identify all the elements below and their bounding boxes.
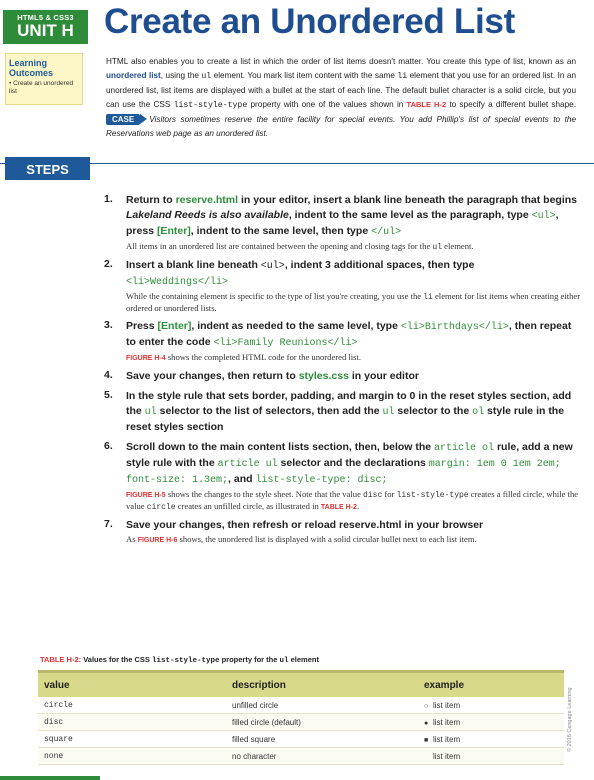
text: for (382, 489, 397, 499)
table-tag: TABLE H-2: (40, 655, 82, 664)
text: selector to the list of selectors, then add the (156, 405, 383, 417)
unit-series: HTML5 & CSS3 (17, 13, 74, 22)
step-3 (104, 319, 582, 364)
cell-value: circle (38, 697, 226, 714)
text: . (356, 501, 360, 511)
inline-code: li (397, 72, 408, 81)
table-row (38, 748, 564, 765)
code: list-style-type: disc; (255, 475, 388, 486)
step-instruction: Save your changes, then refresh or reload reserve.html in your browser (126, 519, 484, 531)
code: ul (432, 243, 443, 252)
keyword-unordered-list: unordered list (106, 71, 161, 80)
header-example: example (418, 672, 564, 698)
step-5 (104, 389, 582, 435)
intro-text: property with one of the values shown in (247, 100, 407, 109)
figure-reference: FIGURE H-4 (126, 355, 166, 362)
intro-text: HTML also enables you to create a list in which the order of list items doesn't matter. You create this type of list, known as an (106, 57, 576, 66)
step-number: 2. (104, 258, 113, 270)
copyright-notice: © 2016 Cengage Learning (567, 687, 573, 752)
code: ol (472, 407, 485, 418)
step-instruction (126, 193, 582, 240)
cell-value: square (38, 731, 226, 748)
text: style rule in the reset styles section (126, 405, 565, 433)
header-value: value (38, 672, 226, 698)
cell-description: unfilled circle (226, 697, 418, 714)
code: list-style-type (396, 491, 469, 500)
intro-text: element. You mark list item content with the same (211, 71, 398, 80)
step-note (126, 489, 582, 513)
step-2 (104, 258, 582, 314)
text: , indent to the same level as the paragraph, type (288, 209, 532, 221)
figure-reference: FIGURE H-6 (137, 537, 178, 544)
step-number: 4. (104, 369, 113, 381)
step-number: 1. (104, 193, 113, 205)
text: rule, add a new style rule with the (126, 441, 573, 469)
step-instruction (126, 258, 582, 290)
step-number: 6. (104, 440, 113, 452)
inline-code: ul (201, 72, 212, 81)
text: element (288, 655, 319, 664)
figure-reference: FIGURE H-5 (126, 492, 166, 499)
step-instruction (126, 440, 582, 488)
code: circle (146, 503, 176, 512)
text: , indent to the same level, then type (190, 225, 372, 237)
text: shows the changes to the style sheet. Note that the value (165, 489, 364, 499)
code: article ul (217, 459, 278, 470)
step-note (126, 291, 582, 314)
code: <ul> (260, 261, 285, 272)
code: article ol (434, 443, 495, 454)
step-7 (104, 518, 582, 546)
intro-text: to specify a different bullet shape. (446, 100, 576, 109)
cell-description: filled square (226, 731, 418, 748)
text: , then repeat to enter the code (126, 320, 572, 348)
text: , indent 3 additional spaces, then type (284, 259, 475, 271)
code: list-style-type (151, 657, 220, 665)
square-bullet-icon: ■ (424, 736, 429, 744)
table-reference: TABLE H-2 (320, 504, 357, 511)
table-row (38, 697, 564, 714)
text: element. (442, 241, 474, 251)
case-tag: CASE (106, 114, 140, 125)
unit-label: UNIT H (17, 21, 74, 40)
italic-text: Lakeland Reeds is also available (126, 209, 289, 221)
text: As (126, 534, 138, 544)
text: shows, the unordered list is displayed with a solid circular bullet next to each list item. (177, 534, 477, 544)
steps-list (104, 193, 582, 551)
text: element for list items when creating either ordered or unordered lists. (126, 291, 581, 313)
text: , press (126, 209, 559, 237)
learning-outcomes-box (5, 53, 83, 105)
cell-example (418, 731, 564, 748)
cell-example (418, 748, 564, 765)
text: Press (126, 320, 158, 332)
outcomes-title-line1: Learning (9, 58, 48, 68)
step-instruction (126, 369, 582, 384)
code: font-size: 1.3em; (126, 475, 229, 486)
step-6 (104, 440, 582, 513)
code: ul (279, 657, 289, 665)
page-title: Create an Unordered List (104, 2, 515, 41)
text: in your editor, insert a blank line beneath the paragraph that begins (238, 194, 578, 206)
text: creates an unfilled circle, as illustrated in (175, 501, 321, 511)
code: </ul> (371, 227, 402, 238)
cell-value: none (38, 748, 226, 765)
text: , and (228, 473, 256, 485)
intro-text: element that you use for an ordered list. In an unordered list, list items are displayed with a bullet at the start of each line. The default bullet character is a solid circle, but you can use the CSS (106, 71, 576, 109)
text: selector and the declarations (277, 457, 429, 469)
step-number: 3. (104, 319, 113, 331)
intro-paragraph (106, 55, 576, 141)
text: Return to (126, 194, 176, 206)
steps-tab: STEPS (5, 157, 90, 180)
file-name: reserve.html (175, 194, 239, 206)
cell-example (418, 697, 564, 714)
case-text: Visitors sometimes reserve the entire facility for special events. You add Phillip's list of special events to the Reservations web page as an unordered list. (106, 115, 576, 138)
step-note (126, 241, 582, 253)
disc-bullet-icon: ● (424, 719, 429, 727)
outcomes-title (9, 58, 79, 78)
step-note (126, 534, 582, 546)
outcomes-title-line2: Outcomes (9, 68, 54, 78)
cell-example (418, 714, 564, 731)
text: selector to the (394, 405, 473, 417)
table-row (38, 714, 564, 731)
intro-text: , using the (160, 71, 202, 80)
text: Scroll down to the main content lists section, then, below the (126, 441, 435, 453)
table-header-row (38, 672, 564, 698)
code: ul (144, 407, 157, 418)
text: , indent as needed to the same level, type (191, 320, 401, 332)
cell-description: filled circle (default) (226, 714, 418, 731)
table-reference: TABLE H-2 (406, 100, 447, 109)
text: Values for the CSS (81, 655, 152, 664)
text: Insert a blank line beneath (126, 259, 261, 271)
code: ul (382, 407, 395, 418)
text: All items in an unordered list are contained between the opening and closing tags for the (126, 241, 433, 251)
code: <li>Weddings</li> (126, 277, 229, 288)
bottom-accent-bar (0, 776, 100, 780)
unit-badge (3, 10, 88, 44)
example-text: list item (433, 734, 461, 744)
text: creates a filled circle, while the value (126, 489, 579, 511)
cell-description: no character (226, 748, 418, 765)
table-row (38, 731, 564, 748)
values-table (38, 670, 564, 765)
text: property for the (219, 655, 280, 664)
inline-code: list-style-type (173, 101, 248, 110)
text: In the style rule that sets border, padding, and margin to 0 in the reset styles section, add the (126, 390, 572, 417)
step-1 (104, 193, 582, 253)
step-number: 5. (104, 389, 113, 401)
header-description: description (226, 672, 418, 698)
key-name: [Enter] (156, 225, 191, 237)
example-text: list item (433, 751, 461, 761)
example-text: list item (433, 717, 461, 727)
outcomes-item: • Create an unordered list (9, 80, 74, 95)
cell-value: disc (38, 714, 226, 731)
code: <li>Birthdays</li> (400, 322, 509, 333)
table-caption (40, 655, 319, 665)
text: in your editor (348, 370, 419, 382)
file-name: styles.css (298, 370, 349, 382)
step-instruction (126, 319, 582, 351)
text: shows the completed HTML code for the unordered list. (165, 352, 362, 362)
step-4 (104, 369, 582, 384)
code: disc (363, 491, 383, 500)
code: margin: 1em 0 1em 2em; (428, 459, 561, 470)
text: While the containing element is specific to the type of list you're creating, you use the (126, 291, 424, 301)
code: <li>Family Reunions</li> (213, 338, 358, 349)
step-instruction (126, 389, 582, 435)
step-number: 7. (104, 518, 113, 530)
step-note (126, 352, 582, 364)
circle-bullet-icon: ○ (424, 702, 429, 710)
code: li (423, 293, 433, 302)
code: <ul> (531, 211, 556, 222)
example-text: list item (433, 700, 461, 710)
text: Save your changes, then return to (126, 370, 299, 382)
key-name: [Enter] (157, 320, 192, 332)
